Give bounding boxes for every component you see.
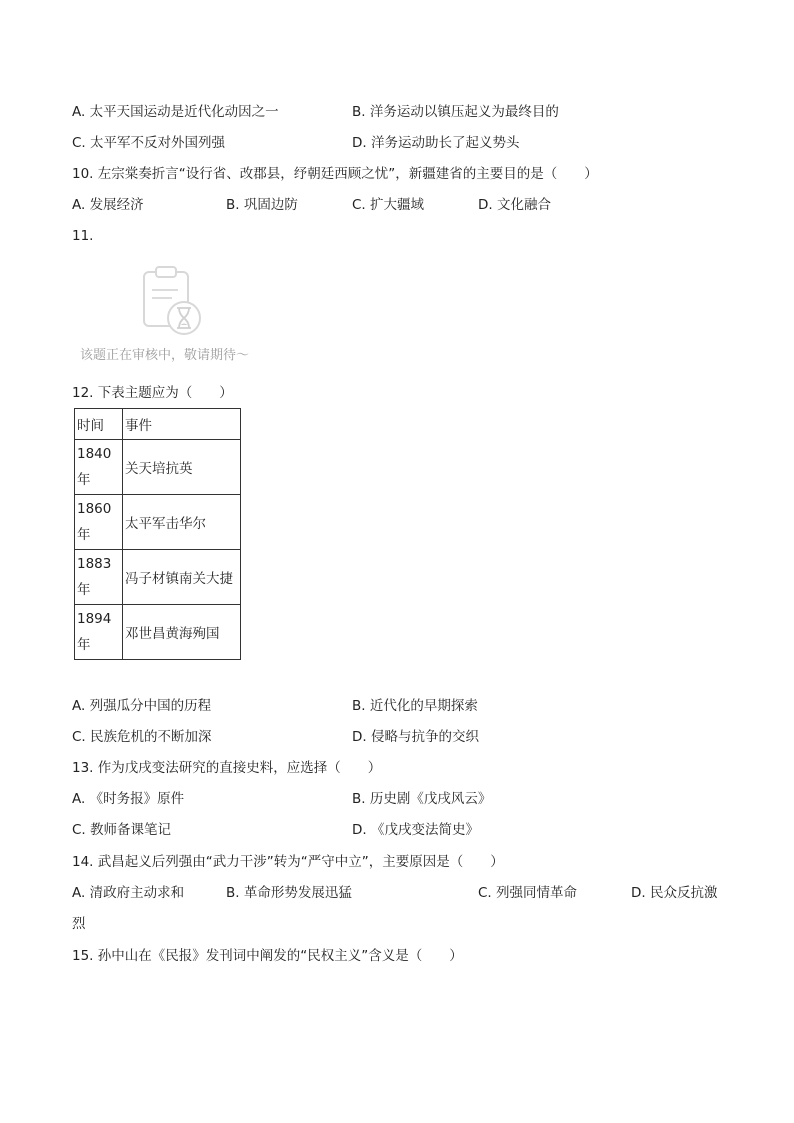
table-row: [75, 605, 241, 660]
year-unit: 年: [77, 637, 91, 653]
q10-option-d[interactable]: D. 文化融合: [478, 197, 551, 213]
q12-option-c[interactable]: C. 民族危机的不断加深: [72, 729, 212, 745]
q13-option-c[interactable]: C. 教师备课笔记: [72, 822, 172, 838]
q13-option-a[interactable]: A. 《时务报》原件: [72, 791, 185, 807]
table-cell-event: 太平军击华尔: [123, 495, 241, 550]
q14-stem: 14. 武昌起义后列强由“武力干涉”转为“严守中立”，主要原因是（ ）: [72, 854, 504, 870]
q10-option-c[interactable]: C. 扩大疆域: [352, 197, 425, 213]
q10-stem: 10. 左宗棠奏折言“设行省、改郡县，纾朝廷西顾之忧”，新疆建省的主要目的是（ ）: [72, 166, 598, 182]
q9-option-c[interactable]: C. 太平军不反对外国列强: [72, 135, 226, 151]
table-cell-year: [75, 495, 123, 550]
q14-option-c[interactable]: C. 列强同情革命: [478, 885, 578, 901]
q10-option-a[interactable]: A. 发展经济: [72, 197, 144, 213]
q14-option-d-continued: 烈: [72, 916, 86, 932]
q9-option-a[interactable]: A. 太平天国运动是近代化动因之一: [72, 104, 279, 120]
table-cell-event: 冯子材镇南关大捷: [123, 550, 241, 605]
q15-stem: 15. 孙中山在《民报》发刊词中阐发的“民权主义”含义是（ ）: [72, 948, 463, 964]
q12-option-d[interactable]: D. 侵略与抗争的交织: [352, 729, 479, 745]
year-number: 1883: [77, 556, 112, 572]
table-cell-event: 邓世昌黄海殉国: [123, 605, 241, 660]
q13-option-b[interactable]: B. 历史剧《戊戌风云》: [352, 791, 492, 807]
table-header-row: [75, 409, 241, 440]
table-row: [75, 550, 241, 605]
year-unit: 年: [77, 472, 91, 488]
q13-stem: 13. 作为戊戌变法研究的直接史料，应选择（ ）: [72, 760, 382, 776]
year-number: 1860: [77, 501, 112, 517]
q11-placeholder-text: 该题正在审核中，敬请期待～: [80, 348, 250, 363]
q11-placeholder: [80, 262, 270, 366]
q11-stem: 11.: [72, 228, 94, 244]
year-number: 1894: [77, 611, 112, 627]
q12-table: [74, 408, 241, 660]
year-unit: 年: [77, 582, 91, 598]
table-cell-year: [75, 440, 123, 495]
table-cell-event: 关天培抗英: [123, 440, 241, 495]
q12-stem: 12. 下表主题应为（ ）: [72, 385, 233, 401]
q10-option-b[interactable]: B. 巩固边防: [226, 197, 298, 213]
table-row: [75, 495, 241, 550]
q9-option-d[interactable]: D. 洋务运动助长了起义势头: [352, 135, 520, 151]
q9-option-b[interactable]: B. 洋务运动以镇压起义为最终目的: [352, 104, 559, 120]
q13-option-d[interactable]: D. 《戊戌变法简史》: [352, 822, 479, 838]
table-header-time: 时间: [75, 409, 123, 440]
clipboard-hourglass-icon: [138, 262, 208, 338]
table-cell-year: [75, 550, 123, 605]
q14-option-b[interactable]: B. 革命形势发展迅猛: [226, 885, 352, 901]
year-number: 1840: [77, 446, 112, 462]
year-unit: 年: [77, 527, 91, 543]
q12-option-a[interactable]: A. 列强瓜分中国的历程: [72, 698, 212, 714]
q14-option-d[interactable]: D. 民众反抗激: [631, 885, 718, 901]
q14-option-a[interactable]: A. 清政府主动求和: [72, 885, 185, 901]
q12-option-b[interactable]: B. 近代化的早期探索: [352, 698, 478, 714]
table-cell-year: [75, 605, 123, 660]
table-header-event: 事件: [123, 409, 241, 440]
table-row: [75, 440, 241, 495]
